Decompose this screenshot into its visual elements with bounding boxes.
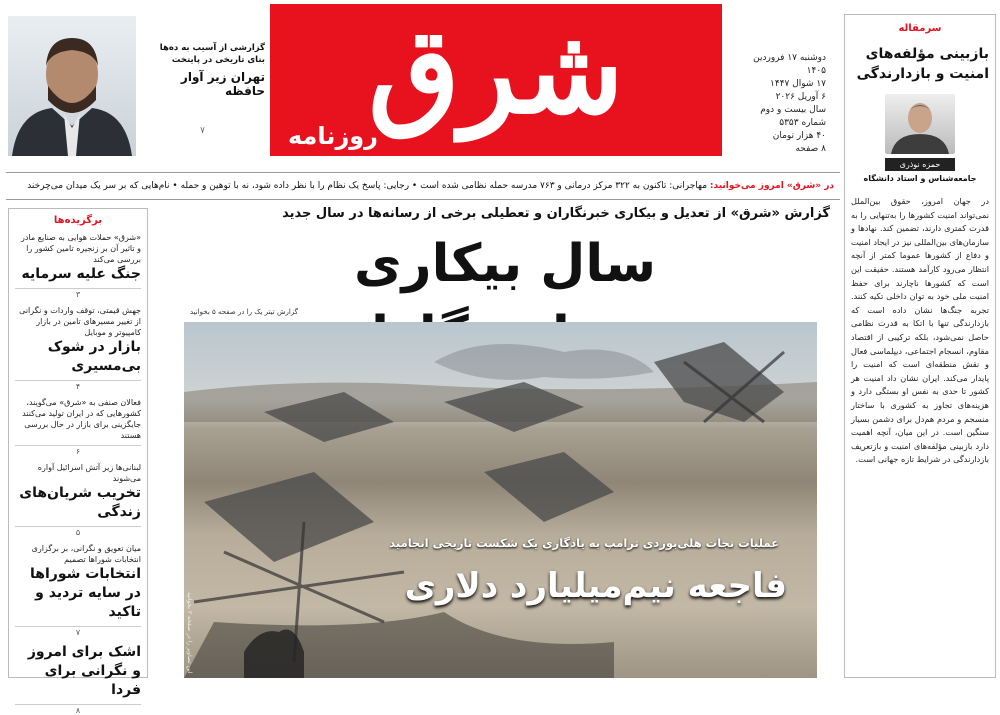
item-headline: تخریب شریان‌های زندگی <box>19 485 141 520</box>
editorial-body: در جهان امروز، حقوق بین‌الملل نمی‌تواند امنیت کشورها را به‌تنهایی را به قدرت کمتری دارند، تضمین کند. نهادها و سازمان‌های بین‌المللی نیز در ایجاد امنیت و دفاع از کشورها عموما کمتر از آنچه انتظار می‌رود کارآمد هستند. حقیقت این است که کشورها ناچارند برای حفظ امنیت ملی خود به توان داخلی تکیه کنند. تجربه جنگ‌ها نشان داده است که بازدارندگی تنها با اتکا به قدرت نظامی حاصل نمی‌شود، بلکه ترکیبی از اقتصاد مقاوم، انسجام اجتماعی، دیپلماسی فعال و نقش منطقه‌ای است که امنیت را پایدار می‌کند. ایران نشان داد امنیت هر کشور تا حدی به نفس او بستگی دارد و هزینه‌های تجاوز به کشوری با ساختار منسجم و مردم هم‌دل برای دشمن بسیار سنگین است. در این میان، آنچه اهمیت دارد بازبینی مؤلفه‌های امنیت و بازتعریف بازدارندگی در شرایط تازه جهانی است. <box>851 196 989 465</box>
list-item[interactable] <box>15 397 141 456</box>
item-headline: اشک برای امروز و نگرانی برای فردا <box>27 644 141 698</box>
photo-credit: این تصاویر را در صفحه ۲ بخوانید <box>186 592 193 674</box>
highlights-column <box>8 208 148 715</box>
photo-headline[interactable]: فاجعه نیم‌میلیارد دلاری <box>404 566 787 606</box>
item-kicker: جهش قیمتی، توقف واردات و نگرانی از تغییر مسیرهای تامین در بازار کامپیوتر و موبایل <box>19 306 141 337</box>
dateline-line: سال بیست‌ و دوم <box>760 105 826 115</box>
item-page-number: ۸ <box>15 704 141 715</box>
top-teaser[interactable] <box>140 42 265 136</box>
item-kicker: لبنانی‌ها زیر آتش اسرائیل آواره می‌شوند <box>37 463 141 483</box>
item-kicker: «شرق» حملات هوایی به صنایع مادر و تاثیر آن بر زنجیره تامین کشور را بررسی می‌کند <box>21 233 141 264</box>
item-kicker: فعالان صنفی به «شرق» می‌گویند، کشورهایی که در ایران تولید می‌کنند جایگزینی برای بازار در حال بررسی هستند <box>22 398 141 440</box>
masthead <box>270 1 722 156</box>
item-page-number: ۳ <box>15 288 141 299</box>
teaser-page-number: ۷ <box>200 126 205 136</box>
item-kicker: میان تعویق و نگرانی، بر برگزاری انتخابات شوراها تصمیم <box>31 544 141 564</box>
masthead-logo: شرق <box>368 1 624 140</box>
ticker-lead: در «شرق» امروز می‌خوانید: <box>709 181 834 191</box>
dateline-line: شماره ۵۳۵۳ <box>779 118 826 128</box>
teaser-headline: تهران زیر آوار حافظه <box>180 70 265 98</box>
highlights-title: برگزیده‌ها <box>53 215 103 226</box>
dateline-line: ۴۰ هزار تومان <box>772 131 826 141</box>
dateline-line: ۸ صفحه <box>795 144 826 154</box>
item-page-number: ۶ <box>15 445 141 456</box>
editorial-column <box>844 14 996 678</box>
dateline-line: ۶ آوریل ۲۰۲۶ <box>775 92 826 102</box>
item-page-number: ۴ <box>15 380 141 391</box>
photo-caption: عملیات نجات هلی‌بوردی ترامپ به یادگاری یک شکست تاریخی انجامید <box>389 536 779 550</box>
news-ticker <box>6 172 840 200</box>
teaser-kicker: گزارشی از آسیب به ده‌ها بنای تاریخی در پایتخت <box>159 43 265 65</box>
main-photo <box>184 322 817 678</box>
dateline-line: ۱۷ شوال ۱۴۴۷ <box>770 79 826 89</box>
item-page-number: ۵ <box>15 526 141 537</box>
list-item[interactable] <box>15 232 141 299</box>
item-headline: جنگ علیه سرمایه <box>21 266 141 282</box>
editorial-headline[interactable]: بازبینی مؤلفه‌های امنیت و بازدارندگی <box>856 46 989 82</box>
author-title: جامعه‌شناس و استاد دانشگاه <box>863 174 977 183</box>
author-name: حمزه نوذری <box>885 158 955 171</box>
main-headline[interactable]: سال بیکاری <box>354 234 656 294</box>
author-photo <box>885 94 955 154</box>
main-credit: گزارش تیتر یک را در صفحه ۵ بخوانید <box>190 308 299 316</box>
list-item[interactable] <box>15 643 141 715</box>
item-page-number: ۷ <box>15 626 141 637</box>
dateline <box>734 52 826 156</box>
item-headline: انتخابات شوراها در سایه تردید و تاکید <box>30 566 141 620</box>
list-item[interactable] <box>15 305 141 391</box>
dateline-line: دوشنبه ۱۷ فروردین ۱۴۰۵ <box>753 53 826 76</box>
masthead-subtitle: روزنامه <box>288 122 378 150</box>
editorial-section-title: سرمقاله <box>898 23 942 34</box>
list-item[interactable] <box>15 462 141 537</box>
ticker-text: مهاجرانی: تاکنون به ۳۲۲ مرکز درمانی و ۷۶۳ مدرسه حمله نظامی شده است • رجایی: پاسخ یک نظام را با نظر داده شود، نه با توهین و حمله • نام‌هایی که بر سر یک میدان می‌چرخند <box>27 181 708 191</box>
list-item[interactable] <box>15 543 141 637</box>
main-kicker: گزارش «شرق» از تعدیل و بیکاری خبرنگاران و تعطیلی برخی از رسانه‌ها در سال جدید <box>282 206 830 221</box>
teaser-photo <box>8 16 136 156</box>
item-headline: بازار در شوک بی‌مسیری <box>47 339 141 374</box>
